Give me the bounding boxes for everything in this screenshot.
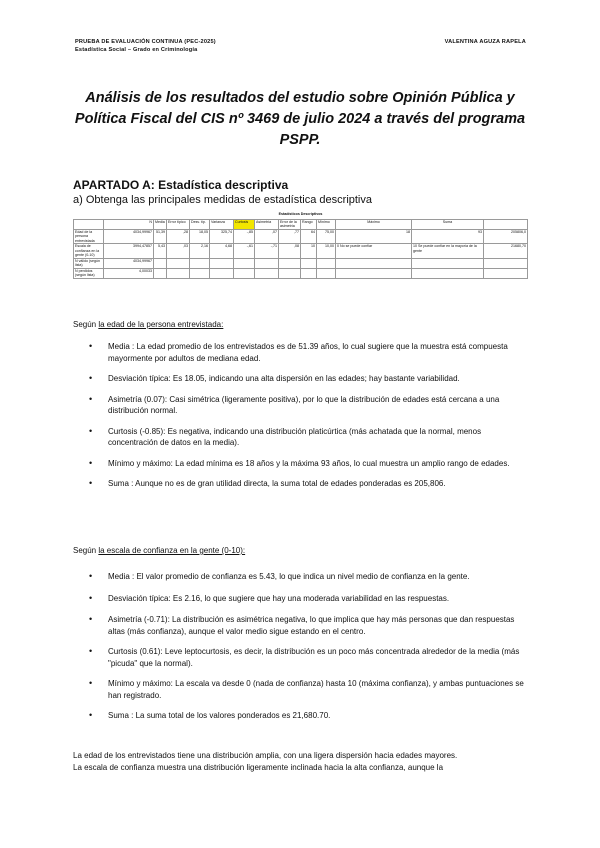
table-cell: ,03 xyxy=(167,244,190,259)
list-item: • Media : La edad promedio de los entrevistados es de 51.39 años, lo cual sugiere que la muestra está compuesta mayormente por adultos de mediana edad. xyxy=(89,341,529,364)
conclusion-line-2: La escala de confianza muestra una distribución ligeramente inclinada hacia la alta confianza, aunque la xyxy=(73,762,444,772)
table-cell xyxy=(279,268,301,278)
table-cell: 10 Se puede confiar en la mayoría de la gente xyxy=(412,244,484,259)
stats-table-grid xyxy=(73,212,528,279)
list-item: • Asimetría (0.07): Casi simétrica (ligeramente positiva), por lo que la distribución de edades está cercana a una distribución normal. xyxy=(89,394,529,417)
table-cell: 4,00033 xyxy=(104,268,154,278)
header-cell: Error típico xyxy=(167,219,190,229)
table-cell: 4,68 xyxy=(210,244,234,259)
edad-bullet-list xyxy=(89,341,529,490)
header-cell xyxy=(484,219,528,229)
table-cell xyxy=(190,268,210,278)
table-cell: 3994,47857 xyxy=(104,244,154,259)
header-course-title: PRUEBA DE EVALUACIÓN CONTINUA (PEC-2025) xyxy=(75,39,216,45)
table-cell xyxy=(317,258,336,268)
table-cell xyxy=(167,258,190,268)
table-row xyxy=(74,244,528,259)
table-cell: ,08 xyxy=(279,244,301,259)
table-cell xyxy=(255,258,279,268)
table-cell: 93 xyxy=(412,229,484,244)
table-cell xyxy=(484,268,528,278)
table-cell xyxy=(154,268,167,278)
table-cell: 10,00 xyxy=(317,244,336,259)
header-cell: N xyxy=(104,219,154,229)
table-cell: ,77 xyxy=(279,229,301,244)
table-cell xyxy=(234,258,255,268)
header-cell: Varianza xyxy=(210,219,234,229)
header-cell: Curtosis xyxy=(234,219,255,229)
table-cell xyxy=(317,268,336,278)
section-heading: APARTADO A: Estadística descriptiva xyxy=(73,178,289,192)
table-cell: 4034,99967 xyxy=(104,258,154,268)
table-row xyxy=(74,268,528,278)
list-item: • Asimetría (-0.71): La distribución es asimétrica negativa, lo que implica que hay más personas que dan respuestas altas (más confianza), aunque el valor medio sigue estando en el centro. xyxy=(89,614,529,637)
header-cell: Rango xyxy=(301,219,317,229)
header-cell xyxy=(74,219,104,229)
confianza-bullet-list xyxy=(89,571,529,722)
row-label: Escala de confianza en la gente (0-10) xyxy=(74,244,104,259)
edad-intro-text: Según xyxy=(73,320,99,329)
header-cell: Mínimo xyxy=(317,219,336,229)
table-cell xyxy=(210,258,234,268)
table-cell xyxy=(301,268,317,278)
table-cell xyxy=(412,258,484,268)
list-item: • Mínimo y máximo: La escala va desde 0 (nada de confianza) hasta 10 (máxima confianza), y ambas puntuaciones se han registrado. xyxy=(89,678,529,701)
table-cell xyxy=(154,258,167,268)
header-cell: Media xyxy=(154,219,167,229)
header-cell: Máximo xyxy=(336,219,412,229)
table-cell: 10 xyxy=(301,244,317,259)
table-cell xyxy=(279,258,301,268)
table-cell xyxy=(336,268,412,278)
table-row xyxy=(74,229,528,244)
table-cell xyxy=(234,268,255,278)
table-row xyxy=(74,258,528,268)
table-cell: 51,39 xyxy=(154,229,167,244)
table-cell: 0 No se puede confiar xyxy=(336,244,412,259)
table-cell xyxy=(255,268,279,278)
table-cell: 18 xyxy=(336,229,412,244)
row-label: N perdidos (según lista) xyxy=(74,268,104,278)
table-cell: 21680,70 xyxy=(484,244,528,259)
table-cell: -,85 xyxy=(234,229,255,244)
header-cell: Asimetría xyxy=(255,219,279,229)
edad-intro-underlined: la edad de la persona entrevistada: xyxy=(98,320,224,329)
table-cell: -,61 xyxy=(234,244,255,259)
table-cell: 18,05 xyxy=(190,229,210,244)
list-item: • Desviación típica: Es 2.16, lo que sugiere que hay una moderada variabilidad en las respuestas. xyxy=(89,593,529,605)
table-cell: 5,43 xyxy=(154,244,167,259)
table-cell: 75,00 xyxy=(317,229,336,244)
table-cell xyxy=(190,258,210,268)
list-item: • Media : El valor promedio de confianza es 5.43, lo que indica un nivel medio de confianza en la gente. xyxy=(89,571,529,583)
document-title: Análisis de los resultados del estudio sobre Opinión Pública y Política Fiscal del CIS nº 3469 de julio 2024 a través del programa PSPP. xyxy=(74,90,526,148)
table-cell xyxy=(412,268,484,278)
section-subheading: a) Obtenga las principales medidas de estadística descriptiva xyxy=(73,194,372,206)
table-cell xyxy=(301,258,317,268)
table-cell: ,07 xyxy=(255,229,279,244)
stats-table-header-row xyxy=(74,219,528,229)
table-cell: -,71 xyxy=(255,244,279,259)
confianza-intro-underlined: la escala de confianza en la gente (0-10): xyxy=(98,546,246,555)
table-cell xyxy=(167,268,190,278)
descriptive-stats-table xyxy=(73,212,527,308)
list-item: • Suma : Aunque no es de gran utilidad directa, la suma total de edades ponderadas es 205,806. xyxy=(89,478,529,490)
header-cell: Suma xyxy=(412,219,484,229)
table-cell xyxy=(484,258,528,268)
header-cell: Desv. típ. xyxy=(190,219,210,229)
list-item: • Mínimo y máximo: La edad mínima es 18 años y la máxima 93 años, lo cual muestra un amplio rango de edades. xyxy=(89,458,529,470)
table-cell: 64 xyxy=(301,229,317,244)
confianza-intro-text: Según xyxy=(73,546,99,555)
table-cell: 205806,0 xyxy=(484,229,528,244)
header-cell: Error de la asimetría xyxy=(279,219,301,229)
conclusion-line-1: La edad de los entrevistados tiene una distribución amplia, con una ligera dispersión hacia edades mayores. xyxy=(73,751,458,760)
row-label: N válido (según lista) xyxy=(74,258,104,268)
table-cell xyxy=(336,258,412,268)
header-subject: Estadística Social – Grado en Criminología xyxy=(75,47,198,53)
table-cell: ,28 xyxy=(167,229,190,244)
table-cell: 2,16 xyxy=(190,244,210,259)
document-header-left xyxy=(75,38,216,54)
conclusion-paragraph xyxy=(73,750,533,774)
edad-section-intro xyxy=(73,320,223,329)
list-item: • Suma : La suma total de los valores ponderados es 21,680.70. xyxy=(89,710,529,722)
row-label: Edad de la persona entrevistada xyxy=(74,229,104,244)
stats-table-caption: Estadísticos Descriptivos xyxy=(278,212,323,216)
list-item: • Curtosis (-0.85): Es negativa, indicando una distribución platicúrtica (más achatada que la normal, menos concentración de datos en la media). xyxy=(89,426,529,449)
table-cell: 4034,99967 xyxy=(104,229,154,244)
table-cell: 325,74 xyxy=(210,229,234,244)
table-cell xyxy=(210,268,234,278)
confianza-section-intro xyxy=(73,546,245,555)
list-item: • Curtosis (0.61): Leve leptocurtosis, es decir, la distribución es un poco más concentrada alrededor de la media (más "picuda" que la normal). xyxy=(89,646,529,669)
header-author: VALENTINA AGUZA RAPELA xyxy=(444,39,526,45)
list-item: • Desviación típica: Es 18.05, indicando una alta dispersión en las edades; hay bastante variabilidad. xyxy=(89,373,529,385)
